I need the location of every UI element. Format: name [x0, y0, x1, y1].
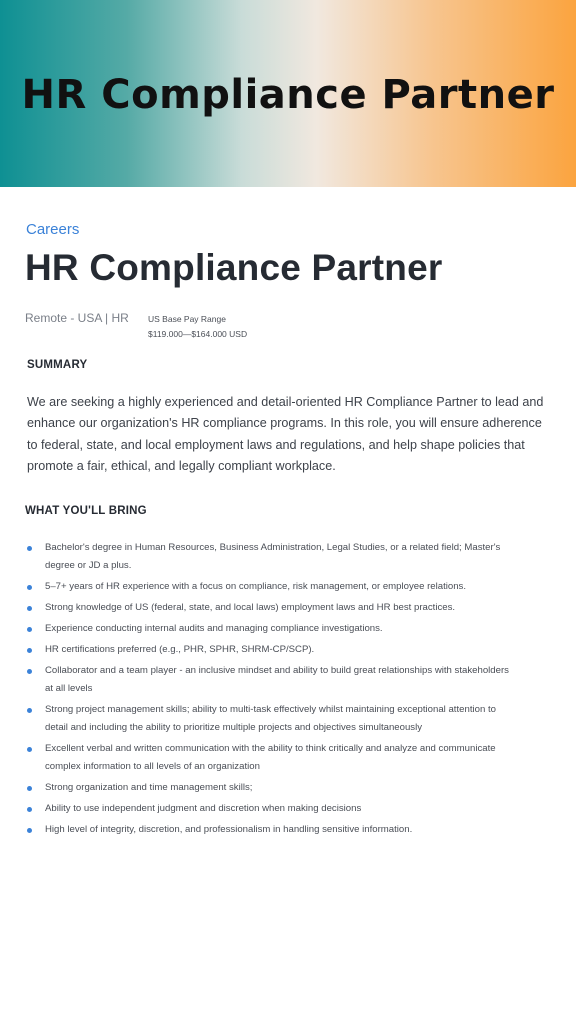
list-item [26, 701, 516, 737]
list-item-text: High level of integrity, discretion, and professionalism in handling sensitive information. [45, 824, 413, 835]
list-item-text: Bachelor's degree in Human Resources, Business Administration, Legal Studies, or a related field; Master's degree or JD a plus. [45, 542, 501, 571]
list-item [26, 800, 516, 818]
list-item [26, 779, 516, 797]
bullet-dot-icon [27, 786, 32, 791]
bullet-dot-icon [27, 648, 32, 653]
pay-range-label: US Base Pay Range [148, 314, 226, 324]
list-item-text: Ability to use independent judgment and discretion when making decisions [45, 803, 362, 814]
bullet-dot-icon [27, 708, 32, 713]
pay-range-value: $119.000—$164.000 USD [148, 329, 248, 339]
list-item [26, 821, 516, 839]
list-item [26, 578, 516, 596]
summary-text: We are seeking a highly experienced and detail-oriented HR Compliance Partner to lead and enhance our organization's HR compliance programs. In this role, you will ensure adherence to federal, state, and local employment laws and regulations, and help shape policies that promote a fair, ethical, and legally compliant workplace. [27, 395, 544, 473]
bullet-dot-icon [27, 747, 32, 752]
summary-heading: SUMMARY [27, 359, 88, 371]
list-item-text: Strong organization and time management skills; [45, 782, 253, 793]
bullet-dot-icon [27, 606, 32, 611]
list-item [26, 662, 516, 698]
list-item-text: Strong project management skills; ability to multi-task effectively whilst maintaining exceptional attention to detail and including the ability to prioritize multiple projects and objectives simultaneously [45, 704, 496, 733]
list-item-text: Experience conducting internal audits and managing compliance investigations. [45, 623, 383, 634]
list-item-text: Collaborator and a team player - an inclusive mindset and ability to build great relationships with stakeholders at all levels [45, 665, 509, 694]
bullet-dot-icon [27, 669, 32, 674]
bullet-dot-icon [27, 627, 32, 632]
list-item [26, 641, 516, 659]
page-title: HR Compliance Partner [25, 247, 443, 288]
list-item [26, 740, 516, 776]
list-item-text: HR certifications preferred (e.g., PHR, SPHR, SHRM-CP/SCP). [45, 644, 315, 655]
list-item [26, 539, 516, 575]
list-item-text: 5–7+ years of HR experience with a focus on compliance, risk management, or employee relations. [45, 581, 467, 592]
list-item-text: Strong knowledge of US (federal, state, and local laws) employment laws and HR best practices. [45, 602, 456, 613]
bullet-dot-icon [27, 828, 32, 833]
list-item [26, 620, 516, 638]
list-item [26, 599, 516, 617]
bullet-dot-icon [27, 807, 32, 812]
job-location-meta: Remote - USA | HR [25, 311, 129, 325]
requirements-list [26, 539, 516, 842]
what-youll-bring-heading: WHAT YOU'LL BRING [25, 505, 147, 517]
bullet-dot-icon [27, 546, 32, 551]
job-posting [0, 187, 576, 1024]
bullet-dot-icon [27, 585, 32, 590]
list-item-text: Excellent verbal and written communication with the ability to think critically and analyze and communicate complex information to all levels of an organization [45, 743, 496, 772]
careers-link[interactable]: Careers [26, 221, 80, 238]
hero-banner [0, 0, 576, 187]
banner-title: HR Compliance Partner [21, 71, 555, 118]
